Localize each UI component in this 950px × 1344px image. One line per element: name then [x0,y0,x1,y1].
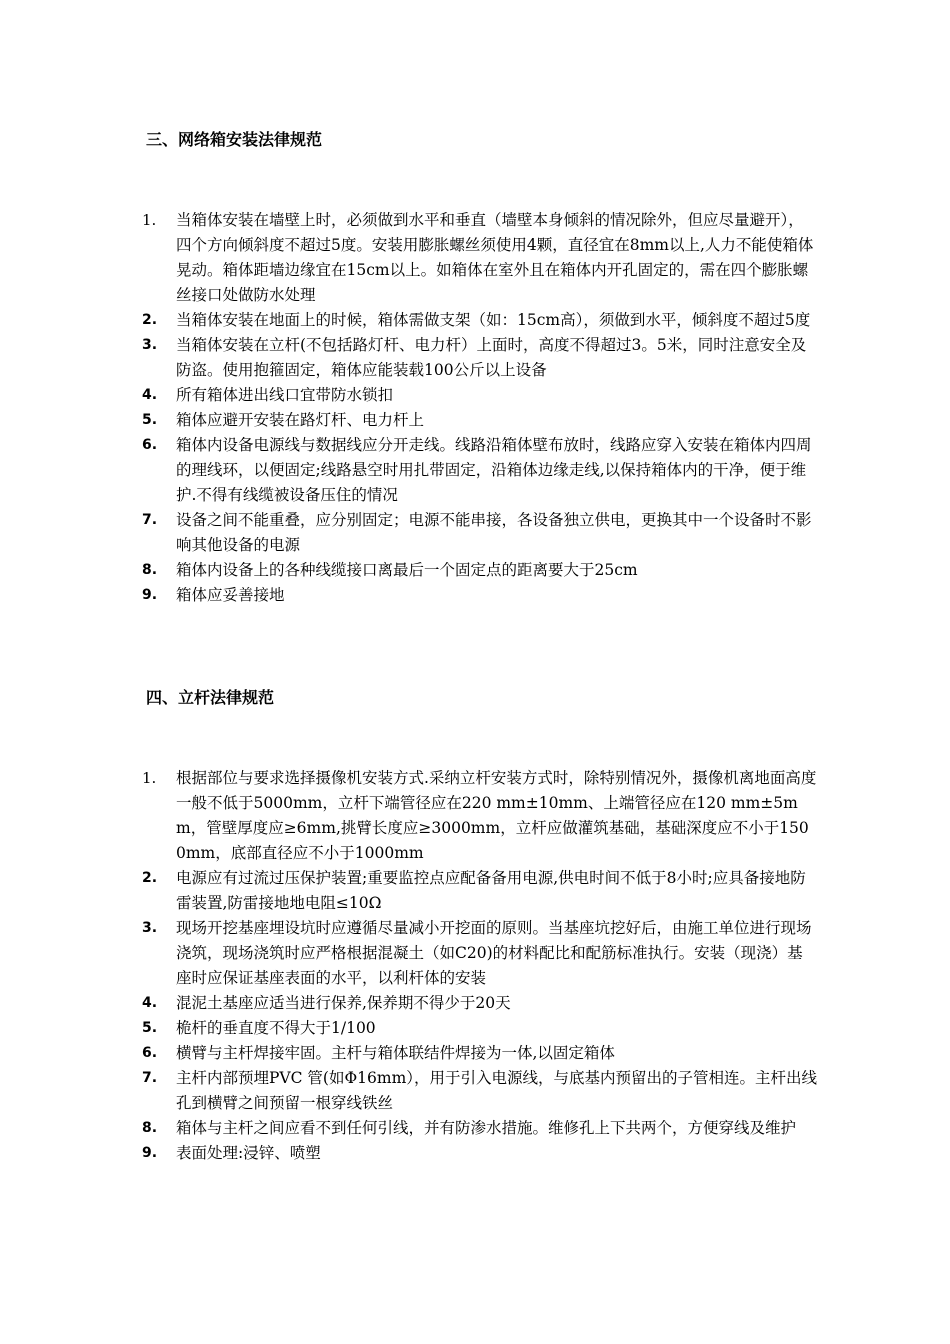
list-item-text: 混泥土基座应适当进行保养,保养期不得少于20天 [176,994,511,1012]
list-item-text: 主杆内部预埋PVC 管(如Φ16mm），用于引入电源线，与底基内预留出的子管相连。主杆出线孔到横臂之间预留一根穿线铁丝 [176,1069,818,1112]
list-item [142,408,818,433]
list-item-number: 7. [142,1070,158,1086]
list-item-number: 1. [142,211,157,229]
list-item-number: 9. [142,587,158,603]
list-item [142,866,818,916]
list-item [142,916,818,991]
list-item-text: 电源应有过流过压保护装置;重要监控点应配备备用电源,供电时间不低于8小时;应具备接地防雷装置,防雷接地地电阻≤10Ω [176,869,806,912]
list-item [142,1116,818,1141]
list-item-number: 2. [142,870,158,886]
list-item [142,508,818,558]
list-item-number: 4. [142,995,158,1011]
list-item-text: 桅杆的垂直度不得大于1/100 [176,1019,376,1037]
list-item-text: 横臂与主杆焊接牢固。主杆与箱体联结件焊接为一体,以固定箱体 [176,1044,615,1062]
list-item [142,766,818,866]
list-item-number: 3. [142,337,158,353]
list-item-text: 当箱体安装在地面上的时候，箱体需做支架（如：15cm高），须做到水平，倾斜度不超过5度 [176,311,811,329]
list-item-text: 箱体与主杆之间应看不到任何引线，并有防渗水措施。维修孔上下共两个，方便穿线及维护 [176,1119,797,1137]
section-heading: 三、网络箱安装法律规范 [146,130,323,149]
list-item [142,1141,818,1166]
list-item-text: 箱体内设备上的各种线缆接口离最后一个固定点的距离要大于25cm [176,561,638,579]
list-item-number: 8. [142,1120,158,1136]
list-item-text: 所有箱体进出线口宜带防水锁扣 [176,386,394,404]
list-item-text: 箱体内设备电源线与数据线应分开走线。线路沿箱体壁布放时，线路应穿入安装在箱体内四周的理线环，以便固定;线路悬空时用扎带固定，沿箱体边缘走线,以保持箱体内的干净，便于维护.不得有线缆被设备压住的情况 [176,436,812,504]
list-item [142,583,818,608]
list-item-text: 表面处理:浸锌、喷塑 [176,1144,321,1162]
list-item-number: 6. [142,1045,158,1061]
list-item [142,1016,818,1041]
list-item [142,383,818,408]
numbered-list [142,208,818,608]
list-item [142,433,818,508]
list-item-number: 9. [142,1145,158,1161]
list-item-number: 1. [142,769,157,787]
list-item [142,1066,818,1116]
list-item-number: 7. [142,512,158,528]
list-item [142,991,818,1016]
list-item-text: 设备之间不能重叠，应分别固定；电源不能串接，各设备独立供电，更换其中一个设备时不影响其他设备的电源 [176,511,812,554]
list-item-text: 当箱体安装在墙壁上时，必须做到水平和垂直（墙壁本身倾斜的情况除外，但应尽量避开），四个方向倾斜度不超过5度。安装用膨胀螺丝须使用4颗，直径宜在8mm以上,人力不能使箱体晃动。箱体距墙边缘宜在15cm以上。如箱体在室外且在箱体内开孔固定的，需在四个膨胀螺丝接口处做防水处理 [176,211,814,304]
list-item-number: 3. [142,920,158,936]
list-item-text: 根据部位与要求选择摄像机安装方式.采纳立杆安装方式时，除特别情况外，摄像机离地面高度一般不低于5000mm，立杆下端管径应在220 mm±10mm、上端管径应在120 mm±5mm，管壁厚度应≥6mm,挑臂长度应≥3000mm，立杆应做灌筑基础，基础深度应不小于1500mm，底部直径应不小于1000mm [176,769,817,862]
list-item-number: 5. [142,412,158,428]
list-item-number: 6. [142,437,158,453]
list-item-text: 箱体应妥善接地 [176,586,285,604]
list-item-text: 现场开挖基座埋设坑时应遵循尽量减小开挖面的原则。当基座坑挖好后，由施工单位进行现场浇筑，现场浇筑时应严格根据混凝土（如C20)的材料配比和配筋标准执行。安装（现浇）基座时应保证基座表面的水平，以利杆体的安装 [176,919,812,987]
list-item-number: 2. [142,312,158,328]
section-heading: 四、立杆法律规范 [146,688,275,707]
list-item-text: 箱体应避开安装在路灯杆、电力杆上 [176,411,425,429]
numbered-list [142,766,818,1166]
list-item-text: 当箱体安装在立杆(不包括路灯杆、电力杆）上面时，高度不得超过3。5米，同时注意安全及防盗。使用抱箍固定，箱体应能装载100公斤以上设备 [176,336,807,379]
list-item-number: 5. [142,1020,158,1036]
list-item-number: 4. [142,387,158,403]
list-item-number: 8. [142,562,158,578]
list-item [142,308,818,333]
list-item [142,558,818,583]
list-item [142,1041,818,1066]
list-item [142,208,818,308]
list-item [142,333,818,383]
